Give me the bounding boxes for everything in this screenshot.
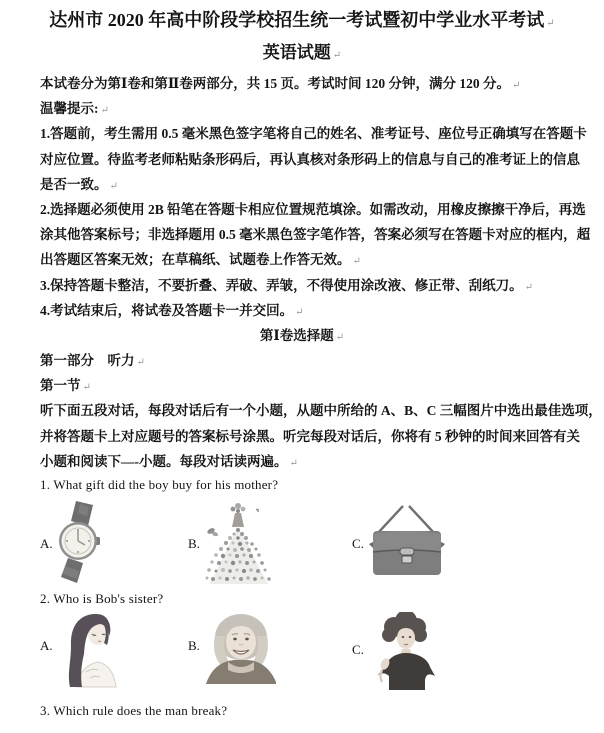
text-line [40, 449, 564, 474]
woman-short-curly-hair-photo-image [372, 612, 438, 690]
question-3-text-content: 3. Which rule does the man break? [40, 703, 228, 718]
paragraph-mark: ↵ [524, 281, 534, 293]
summary-text: 本试卷分为第Ⅰ卷和第Ⅱ卷两部分，共 15 页。考试时间 120 分钟，满分 120 分。 [40, 76, 510, 91]
text-line [40, 147, 580, 172]
question-1-option-c-label: C. [352, 536, 364, 551]
question-1-text-content: 1. What gift did the boy buy for his mother? [40, 477, 279, 492]
section-heading [40, 373, 564, 398]
text-line-content: 涂其他答案标号；非选择题用 0.5 毫米黑色签字笔作答，答案必须写在答题卡对应的框内，超 [40, 227, 591, 243]
section-heading-text: 第一节 [40, 378, 81, 394]
notice-item-1 [40, 121, 587, 197]
paragraph-mark: ↵ [352, 256, 361, 268]
text-line [40, 121, 587, 146]
woman-light-hair-photo-image [202, 612, 280, 684]
wristwatch-image [52, 500, 104, 584]
text-line [40, 172, 564, 197]
text-line-content: 听下面五段对话，每段对话后有一个小题，从题中所给的 A、B、C 三幅图片中选出最佳选项， [40, 403, 602, 419]
question-2-option-b-label: B. [188, 638, 200, 653]
text-line [40, 222, 591, 247]
exam-subtitle [40, 38, 564, 71]
exam-title-text: 达州市 2020 年高中阶段学校招生统一考试暨初中学业水平考试 [49, 10, 545, 30]
text-line-content: 小题和阅读下—-小题。每段对话读两遍。 [40, 453, 288, 469]
text-line [40, 398, 602, 423]
notice-item-4 [40, 298, 564, 323]
exam-subtitle-text: 英语试题 [262, 43, 331, 62]
exam-body [40, 71, 602, 474]
paragraph-mark: ↵ [511, 80, 521, 91]
text-line [40, 197, 586, 222]
question-2-text [40, 588, 564, 610]
question-3-text [40, 700, 564, 722]
notice-item-3-text: 3.保持答题卡整洁，不要折叠、弄破、弄皱，不得使用涂改液、修正带、刮纸刀。 [40, 277, 523, 293]
listening-instructions [40, 398, 602, 474]
paragraph-mark: ↵ [332, 50, 342, 61]
text-line-content: 2.选择题必须使用 2B 铅笔在答题卡相应位置规范填涂。如需改动，用橡皮擦擦干净后，再选 [40, 201, 586, 217]
text-line [40, 424, 580, 449]
volume-title [40, 323, 564, 348]
question-2-option-c-label: C. [352, 642, 364, 657]
part-heading-text: 第一部分 听力 [40, 353, 135, 369]
paragraph-mark: ↵ [295, 306, 304, 318]
flower-dress-bouquet-image [200, 500, 278, 588]
question-1-options [40, 498, 564, 588]
question-2-option-a-label: A. [40, 638, 53, 653]
text-line [40, 247, 564, 272]
paragraph-mark: ↵ [100, 105, 109, 117]
paragraph-mark: ↵ [136, 357, 145, 369]
text-line-content: 出答题区答案无效；在草稿纸、试题卷上作答无效。 [40, 252, 351, 268]
notice-item-3 [40, 273, 564, 298]
summary-line [40, 71, 564, 96]
question-1-option-b-label: B. [188, 536, 200, 551]
handbag-image [365, 504, 447, 576]
question-2-text-content: 2. Who is Bob's sister? [40, 591, 164, 606]
notice-item-2 [40, 197, 591, 273]
text-line-content: 1.答题前，考生需用 0.5 毫米黑色签字笔将自己的姓名、准考证号、座位号正确填写在答题卡 [40, 126, 587, 142]
text-line-content: 是否一致。 [40, 176, 108, 192]
question-1-text [40, 474, 564, 496]
paragraph-mark: ↵ [335, 331, 345, 343]
text-line-content: 对应位置。待监考老师粘贴条形码后，再认真核对条形码上的信息与自己的准考证上的信息 [40, 151, 580, 167]
girl-long-hair-drawing-image [60, 612, 120, 688]
exam-title [40, 6, 564, 38]
notice-heading [40, 96, 564, 121]
paragraph-mark: ↵ [82, 382, 91, 394]
part-heading [40, 348, 564, 373]
paragraph-mark: ↵ [289, 457, 298, 469]
volume-title-text: 第Ⅰ卷选择题 [259, 327, 334, 343]
notice-heading-text: 温馨提示: [40, 101, 99, 117]
notice-item-4-text: 4.考试结束后，将试卷及答题卡一并交回。 [40, 302, 294, 318]
question-1-option-a-label: A. [40, 536, 53, 551]
paragraph-mark: ↵ [546, 18, 555, 29]
question-2-options [40, 612, 564, 688]
paragraph-mark: ↵ [109, 180, 118, 192]
text-line-content: 并将答题卡上对应题号的答案标号涂黑。听完每段对话后，你将有 5 秒钟的时间来回答有关 [40, 428, 580, 444]
